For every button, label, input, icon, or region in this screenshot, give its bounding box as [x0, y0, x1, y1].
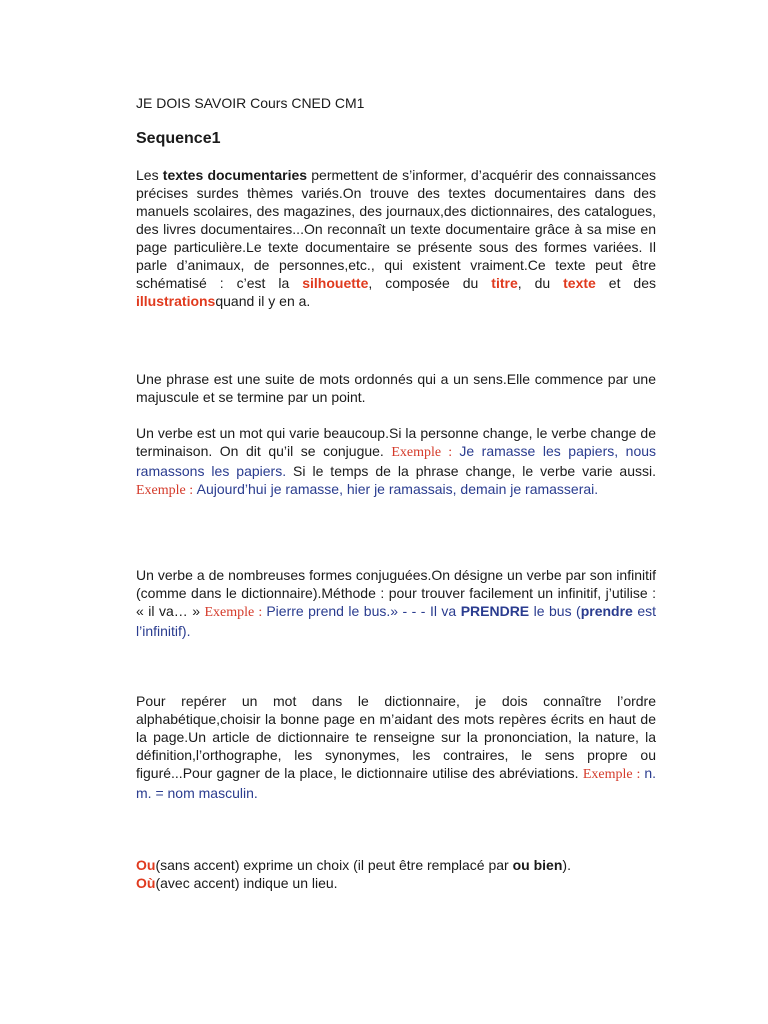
example-bold-prendre: PRENDRE — [460, 603, 530, 619]
text-span: Un verbe a de nombreuses formes conjuguées.On désigne un verbe par son infinitif (comme dans le dictionnaire).Méthode : pour trouver facilement un infinitif, j’utilise : « il va… » — [136, 567, 656, 619]
example-label: Exemple : — [136, 483, 197, 498]
highlight-titre: titre — [491, 275, 518, 291]
highlight-ou-accent: Où — [136, 875, 156, 891]
example-label: Exemple : — [582, 767, 645, 782]
example-text: est l’infinitif). — [136, 603, 656, 639]
example-text: Je ramasse les papiers, nous ramassons les papiers. — [136, 443, 657, 479]
bold-term-textes-documentaries: textes documentaries — [162, 167, 308, 183]
highlight-silhouette: silhouette — [302, 275, 369, 291]
paragraph-dictionnaire — [136, 692, 656, 802]
example-text: n. m. = nom masculin. — [136, 765, 656, 801]
text-span: , composée du — [368, 275, 492, 291]
paragraph-infinitif — [136, 566, 656, 640]
text-span: Un verbe est un mot qui varie beaucoup.Si la personne change, le verbe change de terminaison. On dit qu’il se conjugue. — [136, 425, 656, 459]
highlight-ou: Ou — [136, 857, 156, 873]
document-title: JE DOIS SAVOIR Cours CNED CM1 — [136, 95, 365, 111]
text-span: ). — [562, 857, 571, 873]
text-span: , du — [517, 275, 564, 291]
paragraph-phrase: Une phrase est une suite de mots ordonnés qui a un sens.Elle commence par une majuscule et se termine par un point. — [136, 371, 656, 405]
text-span: (avec accent) indique un lieu. — [155, 875, 338, 891]
example-text: Pierre prend le bus.» - - - Il va — [266, 603, 461, 619]
example-text: le bus ( — [529, 603, 581, 619]
example-label: Exemple : — [204, 605, 267, 620]
text-span: (sans accent) exprime un choix (il peut être remplacé par — [155, 857, 513, 873]
example-label: Exemple : — [391, 445, 460, 460]
text-span: Les — [136, 167, 163, 183]
sequence-heading: Sequence1 — [136, 130, 221, 147]
line-ou-avec-accent — [136, 874, 656, 892]
text-span: Si le temps de la phrase change, le verbe varie aussi. — [286, 463, 657, 479]
text-span: permettent de s’informer, d’acquérir des connaissances précises surdes thèmes variés.On trouve des textes documentaires dans des manuels scolaires, des magazines, des journaux,des dictionnaires, des catalogues, des livres documentaires...On reconnaît un texte documentaire grâce à sa mise en page particulière.Le texte documentaire se présente sous des formes variées. Il parle d’animaux, de personnes,etc., qui existent vraiment.Ce texte peut être schématisé : c’est la — [136, 167, 656, 291]
bold-ou-bien: ou bien — [512, 857, 563, 873]
text-span: et des — [595, 275, 656, 291]
text-span: Pour repérer un mot dans le dictionnaire, je dois connaître l’ordre alphabétique,choisir la bonne page en m’aidant des mots repères écrits en haut de la page.Un article de dictionnaire te renseigne sur la prononciation, la nature, la définition,l’orthographe, les synonymes, les contraires, le sens propre ou figuré...Pour gagner de la place, le dictionnaire utilise des abréviations. — [136, 693, 656, 781]
highlight-illustrations: illustrations — [136, 293, 216, 309]
highlight-texte: texte — [563, 275, 596, 291]
paragraph-verbe — [136, 424, 656, 500]
text-span: quand il y en a. — [215, 293, 311, 309]
paragraph-ou — [136, 856, 656, 892]
line-ou-sans-accent — [136, 856, 656, 874]
example-text: Aujourd’hui je ramasse, hier je ramassais, demain je ramasserai. — [196, 481, 599, 497]
paragraph-textes-documentaires — [136, 166, 656, 310]
example-bold-prendre-infinitif: prendre — [580, 603, 633, 619]
